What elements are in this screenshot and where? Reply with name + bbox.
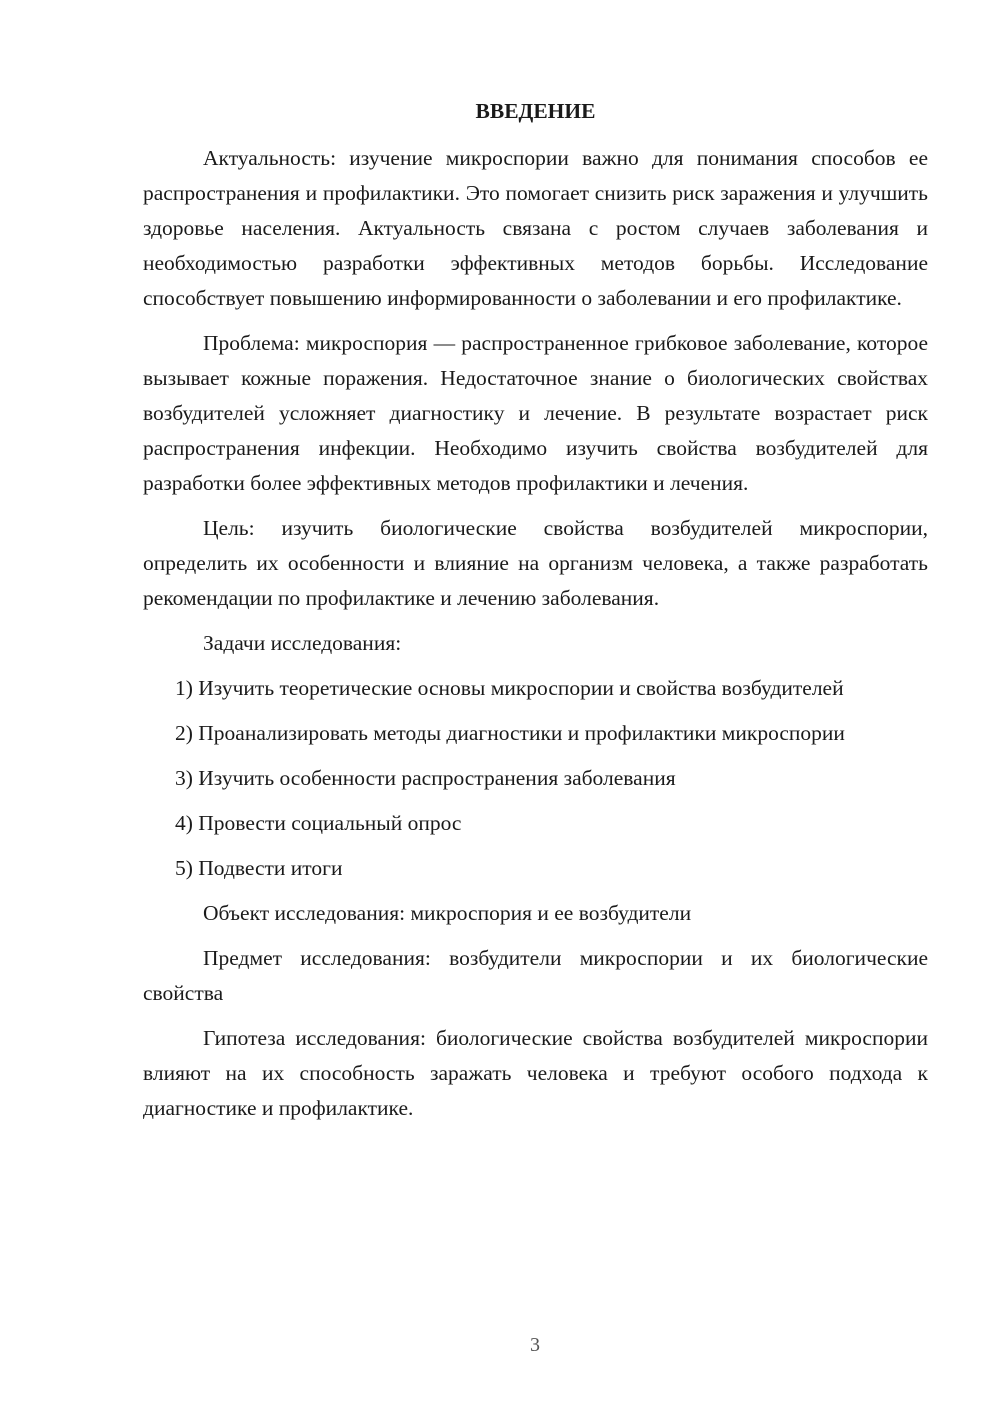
paragraph-tasks-heading: Задачи исследования: [203, 631, 402, 655]
paragraph-problem: Проблема: микроспория — распространенное грибковое заболевание, которое вызывает кожные поражения. Недостаточное знание о биологических свойствах возбудителей усложняет диагностику и лечение. В результате возрастает риск распространения инфекции. Необходимо изучить свойства возбудителей для разработки более эффективных методов профилактики и лечения. [143, 331, 928, 495]
task-item: 1) Изучить теоретические основы микроспории и свойства возбудителей [175, 676, 844, 700]
paragraph-relevance: Актуальность: изучение микроспории важно для понимания способов ее распространения и профилактики. Это помогает снизить риск заражения и улучшить здоровье населения. Актуальность связана с ростом случаев заболевания и необходимостью разработки эффективных методов борьбы. Исследование способствует повышению информированности о заболевании и его профилактике. [143, 146, 928, 310]
paragraph-subject: Предмет исследования: возбудители микроспории и их биологические свойства [143, 946, 928, 1005]
page-title: ВВЕДЕНИЕ [475, 99, 596, 123]
paragraph-hypothesis: Гипотеза исследования: биологические свойства возбудителей микроспории влияют на их способность заражать человека и требуют особого подхода к диагностике и профилактике. [143, 1026, 928, 1120]
paragraph-object: Объект исследования: микроспория и ее возбудители [203, 901, 692, 925]
document-page [143, 97, 928, 1136]
task-item: 3) Изучить особенности распространения заболевания [175, 766, 676, 790]
task-item: 4) Провести социальный опрос [175, 811, 462, 835]
task-item: 5) Подвести итоги [175, 856, 343, 880]
task-item: 2) Проанализировать методы диагностики и профилактики микроспории [175, 721, 845, 745]
paragraph-goal: Цель: изучить биологические свойства возбудителей микроспории, определить их особенности и влияние на организм человека, а также разработать рекомендации по профилактике и лечению заболевания. [143, 516, 928, 610]
page-number: 3 [530, 1334, 540, 1356]
